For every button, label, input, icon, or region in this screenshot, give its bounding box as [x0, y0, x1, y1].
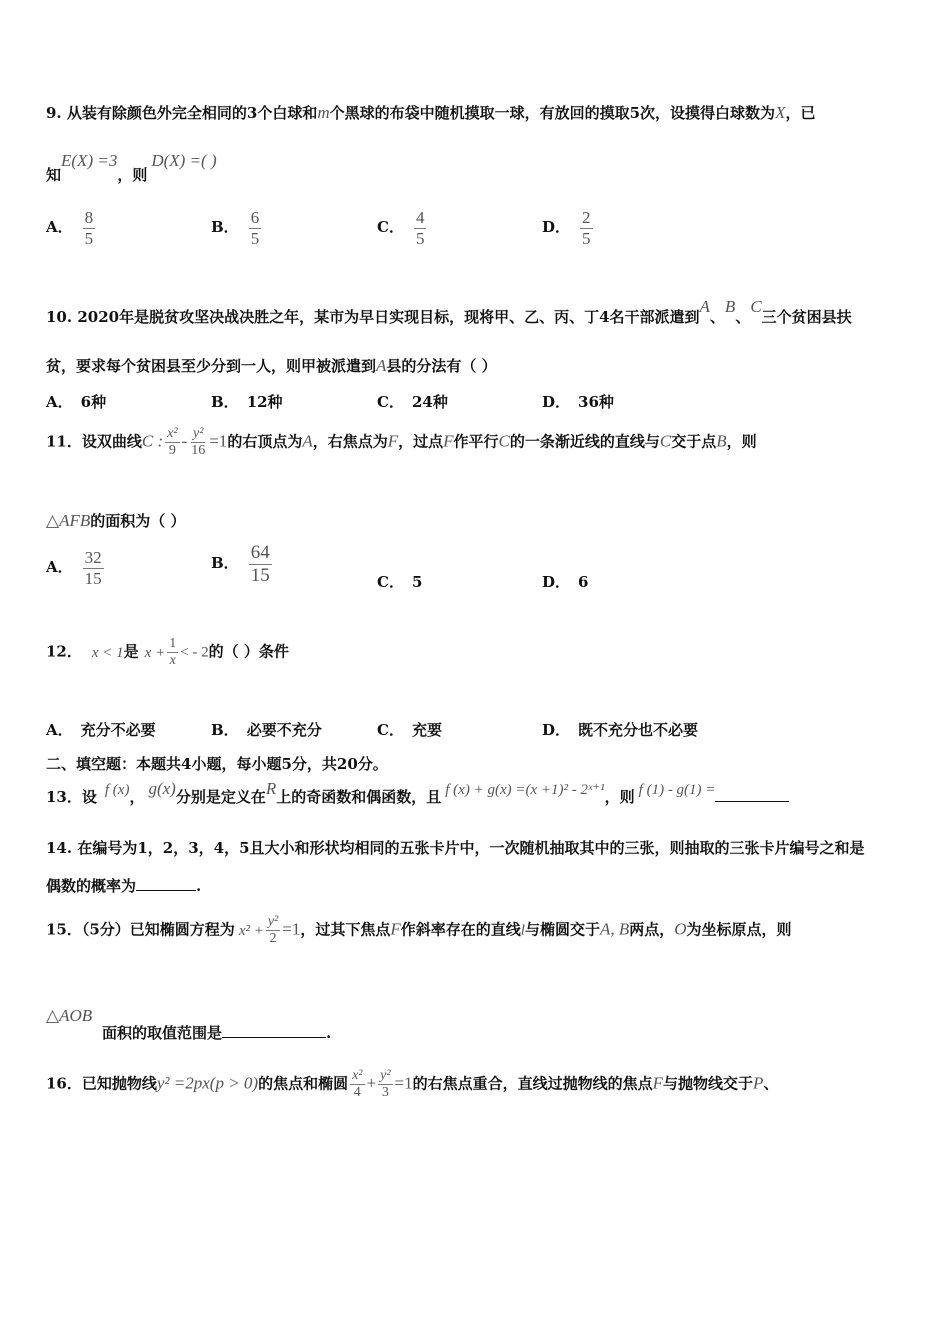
frac-den: 5 [582, 228, 591, 248]
q16-text: 与抛物线交于 [663, 1074, 754, 1093]
option-text: 6 [578, 573, 589, 591]
q12-option-b[interactable] [211, 719, 322, 740]
q10-option-c[interactable] [377, 391, 448, 412]
q10-option-b[interactable] [211, 391, 283, 412]
q11-text: 作平行 [453, 432, 499, 451]
q15-l: l [520, 922, 525, 939]
q14-line1: 14. 在编号为1，2，3，4，5且大小和形状均相同的五张卡片中，一次随机抽取其中的三张，则抽取的三张卡片编号之和是 [46, 839, 865, 857]
q13-eq: f (x) + g(x) =(x +1)² - 2ˣ⁺¹ [445, 782, 605, 798]
option-text: 5 [411, 573, 423, 591]
q15-f: F [390, 919, 401, 939]
frac-den: 15 [250, 564, 270, 586]
q13-answer-blank[interactable] [715, 787, 789, 802]
q10-sep: 、 [709, 308, 725, 326]
q13-text: 上的奇函数和偶函数，且 [276, 788, 442, 806]
q11-triangle: △AFB [46, 511, 91, 530]
frac-num: 32 [84, 548, 102, 567]
q10-line1 [46, 297, 852, 327]
frac-num: 4 [415, 208, 425, 227]
q9-text-a: 9. 从装有除颜色外完全相同的3个白球和 [46, 104, 318, 122]
option-label: A． [46, 393, 73, 411]
frac-num: y² [266, 914, 280, 931]
q11-math-c: C [659, 431, 672, 451]
option-label: D． [542, 721, 571, 739]
q9-option-c[interactable] [377, 208, 428, 248]
q14-line2 [46, 875, 201, 896]
q15-text: 两点， [629, 920, 675, 939]
q16-text: 的焦点和椭圆 [258, 1074, 349, 1093]
frac-num: y² [191, 426, 205, 443]
q9-option-d[interactable] [542, 208, 595, 248]
q11-text: 的面积为（ ） [90, 512, 186, 530]
option-label: B． [211, 393, 239, 411]
frac-den: 3 [381, 1085, 389, 1101]
q15-x2: x² + [238, 922, 264, 939]
q10-sep: 、 [735, 308, 751, 326]
q11-option-a[interactable] [46, 548, 106, 588]
q10-option-a[interactable] [46, 391, 106, 412]
q10-math-b: B [724, 297, 736, 316]
q10-text-b: 三个贫困县扶 [761, 308, 852, 326]
frac-num: x² [350, 1068, 364, 1085]
q13-text: 分别是定义在 [175, 788, 266, 806]
q15-text: 与椭圆交于 [524, 920, 600, 939]
option-label: B． [211, 218, 239, 237]
q10-option-d[interactable] [542, 391, 614, 412]
frac-num: 8 [84, 208, 94, 227]
q13-text: 13．设 [46, 788, 97, 806]
q16-plus: + [366, 1073, 377, 1093]
option-text: 既不充分也不必要 [578, 721, 699, 739]
q11-math-b: B [716, 431, 727, 451]
option-text: 充要 [411, 721, 442, 739]
q11-line2 [46, 510, 185, 531]
frac-num: y² [378, 1068, 392, 1085]
option-label: C． [377, 393, 404, 411]
q9-line2 [46, 150, 217, 184]
q11-text: ，右焦点为 [312, 432, 388, 451]
q15-text: 为坐标原点，则 [686, 920, 792, 939]
q9-math-x: X [775, 103, 786, 122]
option-label: A． [46, 558, 73, 577]
q12-lt: < - 2 [180, 644, 209, 661]
q10-math-a2: A [376, 356, 387, 375]
frac-den: 5 [415, 228, 425, 248]
frac-den: 2 [269, 931, 277, 947]
frac-den: 4 [353, 1085, 361, 1101]
q16-text: 、 [763, 1074, 779, 1093]
q10-text-d: 县的分法有（ ） [386, 357, 497, 375]
q15-text: 作斜率存在的直线 [400, 920, 521, 939]
q12-option-d[interactable] [542, 719, 698, 740]
q11-math-c: C : [141, 431, 164, 451]
q15-end: . [326, 1024, 332, 1042]
frac-den: 16 [191, 443, 206, 459]
q12-text: 是 [123, 642, 139, 661]
q11-math-a: A [302, 431, 313, 451]
q11-option-b[interactable] [211, 542, 274, 587]
q13-g: g(x) [148, 779, 176, 798]
q11-text: 的一条渐近线的直线与 [509, 432, 660, 451]
option-label: D． [542, 218, 571, 237]
q15-eq: =1 [282, 919, 301, 939]
q15-line3 [102, 1022, 331, 1043]
q15-answer-blank[interactable] [222, 1023, 326, 1038]
q10-text-a: 10. 2020年是脱贫攻坚决战决胜之年，某市为早日实现目标，现将甲、乙、丙、丁4名干部派遣到 [46, 308, 700, 326]
q10-text-c: 贫，要求每个贫困县至少分到一人，则甲被派遣到 [46, 357, 377, 375]
q11-text: 交于点 [671, 432, 717, 451]
option-text: 24种 [411, 393, 448, 411]
q11-text: ，则 [726, 432, 757, 451]
q9-math-m: m [317, 103, 330, 122]
option-label: B． [211, 721, 239, 739]
q12-x: x + [144, 644, 166, 661]
q11-math-f: F [443, 431, 454, 451]
q10-line2 [46, 355, 497, 376]
frac-num: 6 [250, 208, 260, 227]
q12-option-c[interactable] [377, 719, 442, 740]
q15-o: O [674, 919, 687, 939]
q11-option-c[interactable] [377, 571, 422, 592]
q15-ab: A, B [599, 919, 630, 939]
q15-triangle: △AOB [46, 1006, 93, 1025]
q12-cond: x < 1 [91, 644, 124, 661]
option-text: 12种 [246, 393, 283, 411]
section-heading: 二、填空题：本题共4小题，每小题5分，共20分。 [46, 755, 388, 773]
q11-math-f: F [387, 431, 399, 451]
q15-line1 [46, 914, 792, 947]
q9-ex: E(X) =3 [61, 151, 118, 170]
frac-num: 2 [582, 208, 591, 227]
option-label: C． [377, 218, 404, 237]
q9-option-a[interactable] [46, 208, 97, 248]
q13-comma: ， [129, 788, 145, 806]
q12-text: 12． [46, 642, 82, 661]
q16-f: F [652, 1073, 664, 1093]
q12-line [46, 636, 289, 669]
q15-text: 15．（5分）已知椭圆方程为 [46, 920, 235, 939]
option-label: C． [377, 721, 404, 739]
q14-text: 偶数的概率为 [46, 877, 137, 895]
frac-den: 5 [250, 228, 260, 248]
q16-line [46, 1068, 778, 1101]
option-text: 6种 [80, 393, 107, 411]
q15-text: ，过其下焦点 [300, 920, 391, 939]
q16-text: 16．已知抛物线 [46, 1074, 157, 1093]
q9-text-b: 个黑球的布袋中随机摸取一球，有放回的摸取5次，设摸得白球数为 [329, 104, 776, 122]
frac-den: 9 [168, 443, 176, 459]
q11-eq: =1 [209, 431, 228, 451]
q11-text: 11．设双曲线 [46, 432, 142, 451]
q16-text: 的右焦点重合，直线过抛物线的焦点 [412, 1074, 653, 1093]
frac-den: 5 [84, 228, 94, 248]
q13-line [46, 779, 789, 807]
option-label: C． [377, 573, 404, 591]
q13-r: R [265, 779, 277, 798]
q16-parabola: y² =2px(p > 0) [156, 1073, 259, 1093]
q16-p: P [753, 1073, 764, 1093]
option-label: A． [46, 721, 73, 739]
q11-line1 [46, 426, 757, 459]
q16-eq: =1 [394, 1073, 413, 1093]
frac-num: x² [165, 426, 179, 443]
q14-answer-blank[interactable] [136, 876, 196, 891]
q9-ze: ，则 [117, 166, 148, 184]
q11-text: ，过点 [398, 432, 444, 451]
q10-math-a: A [699, 297, 710, 316]
q9-zhi: 知 [46, 166, 62, 184]
q10-math-c: C [750, 297, 762, 316]
q9-option-b[interactable] [211, 208, 263, 248]
frac-den: x [169, 653, 176, 669]
q13-ask: f (1) - g(1) = [638, 782, 716, 798]
q15-text: 面积的取值范围是 [102, 1024, 223, 1042]
option-label: A． [46, 218, 73, 237]
q15-line2 [46, 1006, 92, 1026]
option-text: 充分不必要 [80, 721, 156, 739]
q13-f: f (x) [104, 782, 130, 798]
q11-text: 的右顶点为 [227, 432, 303, 451]
q14-end: . [196, 877, 202, 895]
frac-den: 15 [84, 568, 102, 588]
frac-num: 64 [250, 542, 270, 563]
q11-math-c: C [498, 431, 510, 451]
frac-num: 1 [167, 636, 178, 653]
q13-text: ，则 [604, 788, 635, 806]
q11-minus: - [181, 431, 188, 451]
option-label: D． [542, 573, 571, 591]
option-label: B． [211, 554, 239, 573]
option-label: D． [542, 393, 571, 411]
q9-dx: D(X) =( ) [151, 151, 217, 170]
q9-line1 [46, 102, 815, 123]
q12-option-a[interactable] [46, 719, 156, 740]
q11-option-d[interactable] [542, 571, 588, 592]
option-text: 必要不充分 [246, 721, 322, 739]
q9-text-c: ，已 [785, 104, 816, 122]
option-text: 36种 [578, 393, 614, 411]
q12-text: 的（ ）条件 [208, 642, 289, 661]
